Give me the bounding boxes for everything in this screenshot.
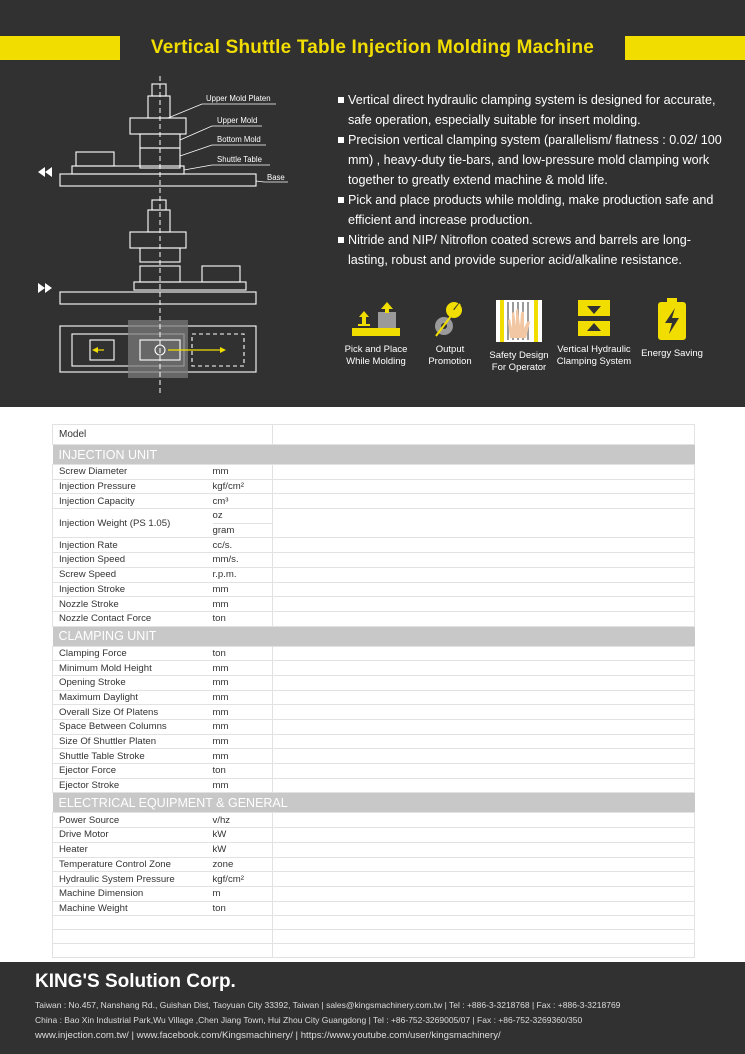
spec-value <box>273 567 695 582</box>
blank-row <box>53 944 695 958</box>
table-row <box>53 553 695 568</box>
taiwan-contact: Taiwan : No.457, Nanshang Rd., Guishan Dist, Taoyuan City 33392, Taiwan | sales@kingsmachinery.com.tw | Tel : +886-3-3218768 | Fax : +886-3-3218769 <box>35 1000 621 1010</box>
spec-value <box>273 842 695 857</box>
spec-unit: r.p.m. <box>213 567 273 582</box>
spec-label: Nozzle Stroke <box>53 597 213 612</box>
footer <box>0 962 745 1054</box>
side-mold-2 <box>202 266 240 282</box>
web-links: www.injection.com.tw/ | www.facebook.com/Kingsmachinery/ | https://www.youtube.com/user/kingsmachinery/ <box>35 1030 501 1041</box>
upper-platen-2 <box>130 232 186 248</box>
spec-unit: mm <box>213 675 273 690</box>
side-mold-shape <box>76 152 114 166</box>
table-row <box>53 582 695 597</box>
spec-label: Injection Speed <box>53 553 213 568</box>
spec-value <box>273 582 695 597</box>
model-value <box>273 425 695 445</box>
top-view-platen-zone <box>128 320 188 378</box>
spec-value <box>273 778 695 793</box>
table-row <box>53 494 695 509</box>
table-row <box>53 813 695 828</box>
spec-unit: mm <box>213 597 273 612</box>
title-bar-right <box>625 36 745 60</box>
pick-place-icon <box>350 298 402 338</box>
spec-label: Injection Rate <box>53 538 213 553</box>
model-row <box>53 425 695 445</box>
table-row <box>53 778 695 793</box>
bullet-item: Nitride and NIP/ Nitroflon coated screws and barrels are long-lasting, robust and provide superior acid/alkaline resistance. <box>338 230 723 270</box>
table-row <box>53 720 695 735</box>
spec-label: Screw Speed <box>53 567 213 582</box>
table-row <box>53 734 695 749</box>
feature-safety-design: Safety Design For Operator <box>479 298 559 373</box>
spec-label: Size Of Shuttler Platen <box>53 734 213 749</box>
spec-unit: mm <box>213 465 273 480</box>
table-row <box>53 749 695 764</box>
bullet-item: Vertical direct hydraulic clamping system is designed for accurate, safe operation, especially suitable for insert molding. <box>338 90 723 130</box>
spec-value <box>273 553 695 568</box>
spec-value <box>273 857 695 872</box>
spec-label: Injection Stroke <box>53 582 213 597</box>
spec-value <box>273 813 695 828</box>
section-heading: INJECTION UNIT <box>53 445 695 465</box>
spec-unit: kgf/cm² <box>213 872 273 887</box>
spec-label: Ejector Stroke <box>53 778 213 793</box>
spec-unit: mm <box>213 690 273 705</box>
spec-unit: kW <box>213 842 273 857</box>
model-label: Model <box>53 425 273 445</box>
output-promotion-icon <box>428 298 472 338</box>
bullet-square-icon <box>338 237 344 243</box>
spec-unit: cm³ <box>213 494 273 509</box>
blank-cell <box>273 944 695 958</box>
spec-label: Power Source <box>53 813 213 828</box>
table-row <box>53 646 695 661</box>
hero-section <box>0 0 745 407</box>
spec-value <box>273 494 695 509</box>
clamping-unit-heading-row <box>53 626 695 646</box>
spec-value <box>273 705 695 720</box>
spec-value <box>273 611 695 626</box>
spec-unit: gram <box>213 523 273 538</box>
table-row <box>53 690 695 705</box>
spec-label: Machine Weight <box>53 901 213 916</box>
spec-value <box>273 764 695 779</box>
spec-label: Maximum Daylight <box>53 690 213 705</box>
feature-pick-place: Pick and Place While Molding <box>336 298 416 367</box>
spec-value <box>273 479 695 494</box>
nozzle-top <box>152 84 166 96</box>
table-row <box>53 857 695 872</box>
bullet-item: Precision vertical clamping system (parallelism/ flatness : 0.02/ 100 mm) , heavy-duty tie-bars, and low-pressure mold clamping work together to greatly extend machine & mold life. <box>338 130 723 190</box>
bullet-square-icon <box>338 97 344 103</box>
spec-unit: zone <box>213 857 273 872</box>
spec-value <box>273 734 695 749</box>
spec-value <box>273 886 695 901</box>
spec-unit: ton <box>213 901 273 916</box>
battery-energy-icon <box>656 298 688 342</box>
table-row <box>53 509 695 524</box>
title-banner <box>0 36 745 60</box>
spec-unit: ton <box>213 764 273 779</box>
table-row <box>53 675 695 690</box>
table-row <box>53 661 695 676</box>
spec-label: Space Between Columns <box>53 720 213 735</box>
spec-value <box>273 720 695 735</box>
bullet-square-icon <box>338 197 344 203</box>
blank-cell <box>53 916 273 930</box>
spec-label: Ejector Force <box>53 764 213 779</box>
spec-label: Shuttle Table Stroke <box>53 749 213 764</box>
spec-label: Injection Capacity <box>53 494 213 509</box>
bullet-item: Pick and place products while molding, make production safe and efficient and increase production. <box>338 190 723 230</box>
table-row <box>53 538 695 553</box>
spec-table <box>52 424 695 958</box>
upper-mold-platen-shape <box>130 118 186 134</box>
electrical-general-heading-row <box>53 793 695 813</box>
spec-label: Screw Diameter <box>53 465 213 480</box>
spec-label: Temperature Control Zone <box>53 857 213 872</box>
spec-value <box>273 597 695 612</box>
base-shape <box>60 174 256 186</box>
table-row <box>53 465 695 480</box>
shuttle-right-icon-2 <box>38 283 45 293</box>
spec-value <box>273 901 695 916</box>
table-row <box>53 872 695 887</box>
blank-cell <box>273 930 695 944</box>
spec-unit: cc/s. <box>213 538 273 553</box>
spec-label: Minimum Mold Height <box>53 661 213 676</box>
spec-unit: mm <box>213 778 273 793</box>
spec-value <box>273 749 695 764</box>
title-bar-left <box>0 36 120 60</box>
table-row <box>53 828 695 843</box>
spec-value <box>273 538 695 553</box>
table-row <box>53 597 695 612</box>
vertical-clamping-icon <box>574 298 614 338</box>
shuttle-table-2 <box>134 282 246 290</box>
label-base: Base <box>267 173 285 182</box>
leader-shuttle-table <box>184 165 270 170</box>
company-name: KING'S Solution Corp. <box>35 971 236 992</box>
label-upper-mold: Upper Mold <box>217 116 258 125</box>
spec-label: Machine Dimension <box>53 886 213 901</box>
injection-unit-heading-row <box>53 445 695 465</box>
china-contact: China : Bao Xin Industrial Park,Wu Village ,Chen Jiang Town, Hui Zhou City Guangdong | Tel : +86-752-3269005/07 | Fax : +86-752-3269360/350 <box>35 1015 583 1025</box>
label-upper-mold-platen: Upper Mold Platen <box>206 94 271 103</box>
blank-cell <box>53 944 273 958</box>
blank-row <box>53 916 695 930</box>
spec-unit: oz <box>213 509 273 524</box>
nozzle-top-2 <box>152 200 166 210</box>
spec-value <box>273 646 695 661</box>
spec-label: Hydraulic System Pressure <box>53 872 213 887</box>
label-bottom-mold: Bottom Mold <box>217 135 261 144</box>
spec-unit: mm <box>213 720 273 735</box>
table-row <box>53 705 695 720</box>
shuttle-table-shape <box>72 166 184 174</box>
spec-unit: ton <box>213 611 273 626</box>
spec-unit: mm <box>213 582 273 597</box>
safety-hand-icon <box>494 298 544 344</box>
table-row <box>53 886 695 901</box>
spec-value <box>273 509 695 538</box>
spec-label: Nozzle Contact Force <box>53 611 213 626</box>
blank-cell <box>53 930 273 944</box>
feature-vertical-clamping: Vertical Hydraulic Clamping System <box>554 298 634 367</box>
feature-energy-saving: Energy Saving <box>632 298 712 360</box>
spec-value <box>273 872 695 887</box>
shuttle-right-icon <box>45 283 52 293</box>
section-heading: CLAMPING UNIT <box>53 626 695 646</box>
feature-bullets <box>338 90 723 270</box>
section-heading: ELECTRICAL EQUIPMENT & GENERAL <box>53 793 695 813</box>
base-2 <box>60 292 256 304</box>
shuttle-left-icon <box>38 167 45 177</box>
bullet-square-icon <box>338 137 344 143</box>
machine-diagram <box>0 70 320 400</box>
spec-label: Opening Stroke <box>53 675 213 690</box>
spec-unit: mm <box>213 705 273 720</box>
spec-unit: ton <box>213 646 273 661</box>
table-row <box>53 842 695 857</box>
table-row <box>53 567 695 582</box>
shuttle-left-icon-2 <box>45 167 52 177</box>
spec-value <box>273 661 695 676</box>
table-row <box>53 479 695 494</box>
spec-value <box>273 690 695 705</box>
spec-unit: kW <box>213 828 273 843</box>
spec-label: Injection Weight (PS 1.05) <box>53 509 213 538</box>
feature-icons <box>336 298 716 378</box>
blank-cell <box>273 916 695 930</box>
label-shuttle-table: Shuttle Table <box>217 155 262 164</box>
spec-label: Overall Size Of Platens <box>53 705 213 720</box>
injection-cylinder-2 <box>148 210 170 232</box>
spec-unit: mm <box>213 734 273 749</box>
spec-unit: kgf/cm² <box>213 479 273 494</box>
spec-unit: v/hz <box>213 813 273 828</box>
blank-row <box>53 930 695 944</box>
spec-unit: mm/s. <box>213 553 273 568</box>
table-row <box>53 611 695 626</box>
table-row <box>53 764 695 779</box>
spec-value <box>273 828 695 843</box>
spec-label: Injection Pressure <box>53 479 213 494</box>
spec-label: Clamping Force <box>53 646 213 661</box>
spec-label: Heater <box>53 842 213 857</box>
spec-value <box>273 465 695 480</box>
spec-unit: mm <box>213 661 273 676</box>
page-title: Vertical Shuttle Table Injection Molding Machine <box>150 37 595 58</box>
feature-output-promotion: Output Promotion <box>410 298 490 367</box>
spec-label: Drive Motor <box>53 828 213 843</box>
injection-cylinder <box>148 96 170 118</box>
table-row <box>53 901 695 916</box>
spec-unit: mm <box>213 749 273 764</box>
spec-unit: m <box>213 886 273 901</box>
arrow-left-head <box>92 347 98 353</box>
arrow-right-head <box>220 347 226 353</box>
spec-value <box>273 675 695 690</box>
